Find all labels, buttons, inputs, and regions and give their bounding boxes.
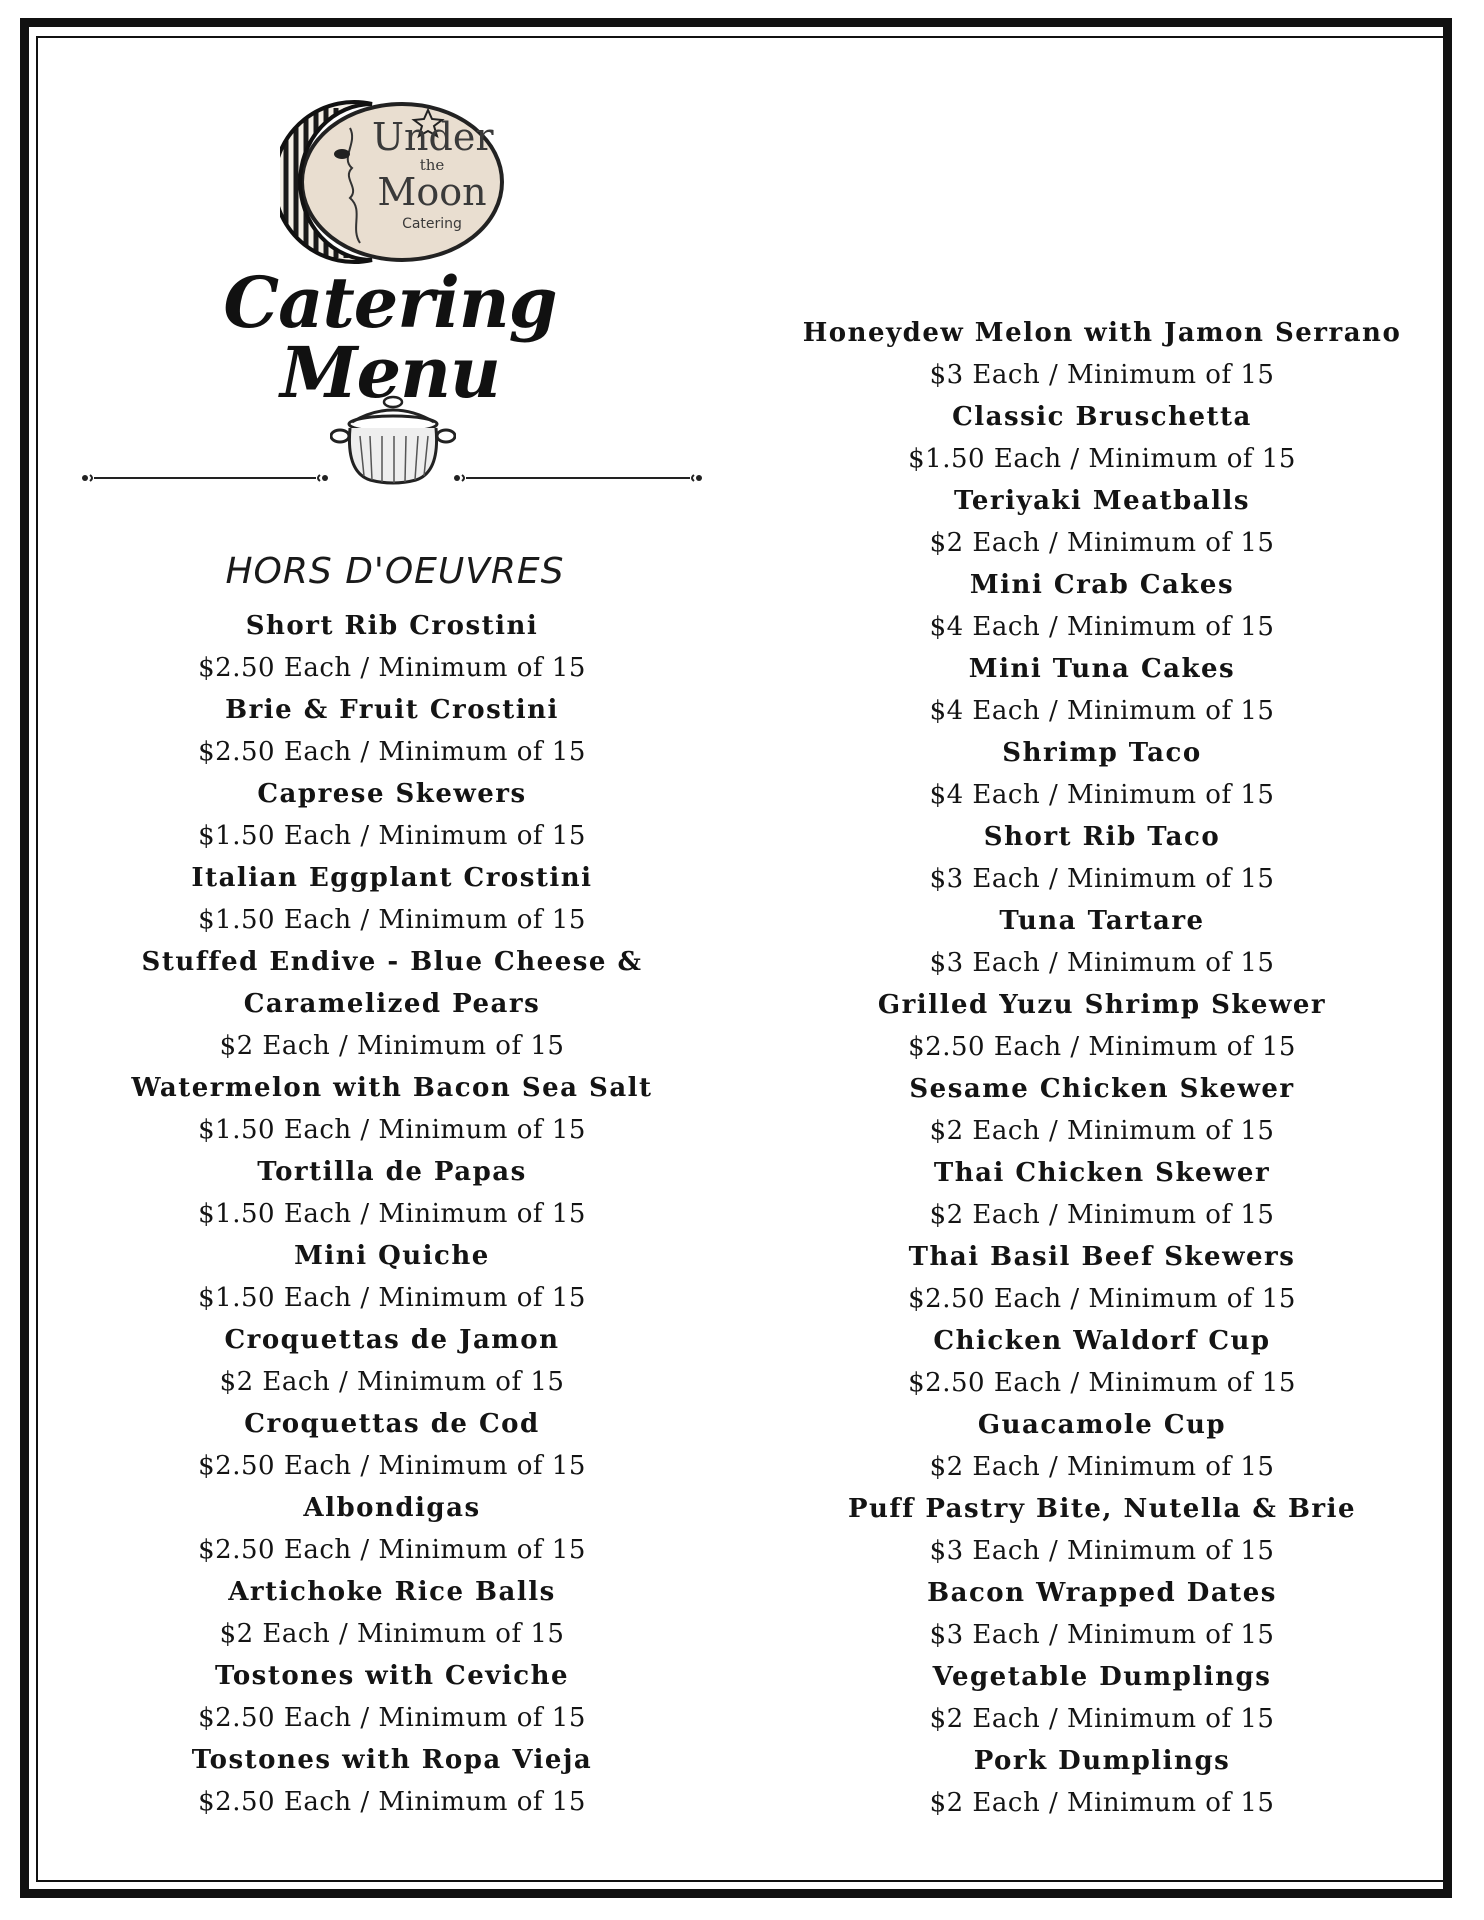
item-name: Mini Quiche <box>294 1241 490 1271</box>
item-name: Chicken Waldorf Cup <box>933 1326 1271 1356</box>
menu-column-right <box>772 312 1432 1824</box>
menu-item <box>772 984 1432 1068</box>
menu-item <box>62 689 722 773</box>
menu-item <box>772 1236 1432 1320</box>
menu-item <box>62 1571 722 1655</box>
item-price: $2.50 Each / Minimum of 15 <box>198 1451 586 1481</box>
menu-item <box>62 941 722 1067</box>
menu-item <box>772 1488 1432 1572</box>
item-price: $3 Each / Minimum of 15 <box>929 1536 1275 1566</box>
item-price: $2.50 Each / Minimum of 15 <box>198 1787 586 1817</box>
item-name: Croquettas de Jamon <box>224 1325 560 1355</box>
menu-item <box>772 1152 1432 1236</box>
menu-item <box>772 1572 1432 1656</box>
cooking-pot-icon <box>330 392 456 488</box>
menu-item <box>772 1656 1432 1740</box>
menu-item <box>772 1740 1432 1824</box>
logo-the: the <box>419 156 445 174</box>
item-price: $2 Each / Minimum of 15 <box>219 1367 565 1397</box>
item-price: $2 Each / Minimum of 15 <box>219 1619 565 1649</box>
item-price: $2 Each / Minimum of 15 <box>929 1788 1275 1818</box>
menu-item <box>62 773 722 857</box>
item-price: $2.50 Each / Minimum of 15 <box>198 1703 586 1733</box>
item-name: Vegetable Dumplings <box>932 1662 1272 1692</box>
item-price: $3 Each / Minimum of 15 <box>929 864 1275 894</box>
item-price: $2 Each / Minimum of 15 <box>929 1200 1275 1230</box>
menu-item <box>772 648 1432 732</box>
menu-item <box>772 1320 1432 1404</box>
item-price: $1.50 Each / Minimum of 15 <box>198 1283 586 1313</box>
item-name: Grilled Yuzu Shrimp Skewer <box>877 990 1327 1020</box>
item-name: Thai Chicken Skewer <box>933 1158 1271 1188</box>
item-price: $3 Each / Minimum of 15 <box>929 360 1275 390</box>
menu-item <box>62 1067 722 1151</box>
logo-catering: Catering <box>402 216 462 232</box>
item-name: Tortilla de Papas <box>257 1157 527 1187</box>
menu-item <box>62 1403 722 1487</box>
item-price: $4 Each / Minimum of 15 <box>929 696 1275 726</box>
item-name: Bacon Wrapped Dates <box>927 1578 1277 1608</box>
item-name: Thai Basil Beef Skewers <box>908 1242 1296 1272</box>
item-price: $2.50 Each / Minimum of 15 <box>908 1284 1296 1314</box>
item-name: Artichoke Rice Balls <box>228 1577 556 1607</box>
item-price: $2.50 Each / Minimum of 15 <box>908 1368 1296 1398</box>
menu-item <box>772 396 1432 480</box>
menu-item <box>62 605 722 689</box>
item-price: $2 Each / Minimum of 15 <box>929 1116 1275 1146</box>
item-name: Croquettas de Cod <box>244 1409 540 1439</box>
ornament-divider-right <box>452 471 704 485</box>
item-price: $1.50 Each / Minimum of 15 <box>198 1115 586 1145</box>
under-the-moon-logo <box>280 98 508 266</box>
menu-item <box>62 1655 722 1739</box>
logo-moon: Moon <box>377 170 487 214</box>
item-price: $2 Each / Minimum of 15 <box>219 1031 565 1061</box>
page-title: Catering Menu <box>223 261 557 414</box>
item-price: $2.50 Each / Minimum of 15 <box>198 737 586 767</box>
section-heading: HORS D'OEUVRES <box>225 551 565 592</box>
item-price: $1.50 Each / Minimum of 15 <box>198 821 586 851</box>
menu-column-left <box>62 605 722 1823</box>
item-name: Watermelon with Bacon Sea Salt <box>131 1073 653 1103</box>
item-name: Stuffed Endive - Blue Cheese & Caramelized Pears <box>141 947 643 1019</box>
menu-item <box>772 1068 1432 1152</box>
item-price: $2 Each / Minimum of 15 <box>929 1704 1275 1734</box>
item-name: Mini Tuna Cakes <box>968 654 1236 684</box>
item-name: Puff Pastry Bite, Nutella & Brie <box>847 1494 1357 1524</box>
item-name: Albondigas <box>303 1493 481 1523</box>
item-name: Short Rib Taco <box>983 822 1221 852</box>
item-name: Tuna Tartare <box>999 906 1205 936</box>
item-name: Tostones with Ropa Vieja <box>191 1745 593 1775</box>
item-price: $2.50 Each / Minimum of 15 <box>908 1032 1296 1062</box>
item-name: Tostones with Ceviche <box>214 1661 570 1691</box>
menu-item <box>772 1404 1432 1488</box>
menu-item <box>62 1487 722 1571</box>
logo-wordmark <box>372 115 494 232</box>
item-name: Guacamole Cup <box>977 1410 1227 1440</box>
menu-item <box>62 1151 722 1235</box>
item-name: Caprese Skewers <box>257 779 527 809</box>
menu-item <box>772 564 1432 648</box>
item-name: Italian Eggplant Crostini <box>191 863 593 893</box>
item-name: Short Rib Crostini <box>245 611 539 641</box>
item-price: $1.50 Each / Minimum of 15 <box>198 905 586 935</box>
item-name: Classic Bruschetta <box>952 402 1252 432</box>
item-price: $3 Each / Minimum of 15 <box>929 948 1275 978</box>
menu-item <box>62 1739 722 1823</box>
item-name: Sesame Chicken Skewer <box>909 1074 1295 1104</box>
item-price: $3 Each / Minimum of 15 <box>929 1620 1275 1650</box>
item-name: Shrimp Taco <box>1002 738 1202 768</box>
logo-under: Under <box>372 115 494 159</box>
menu-item <box>62 1235 722 1319</box>
item-price: $2 Each / Minimum of 15 <box>929 528 1275 558</box>
menu-item <box>772 732 1432 816</box>
item-name: Mini Crab Cakes <box>969 570 1235 600</box>
item-price: $2.50 Each / Minimum of 15 <box>198 1535 586 1565</box>
item-price: $2 Each / Minimum of 15 <box>929 1452 1275 1482</box>
menu-item <box>772 480 1432 564</box>
item-price: $2.50 Each / Minimum of 15 <box>198 653 586 683</box>
menu-item <box>772 312 1432 396</box>
item-name: Pork Dumplings <box>973 1746 1231 1776</box>
menu-item <box>772 816 1432 900</box>
ornament-divider-left <box>80 471 330 485</box>
item-name: Teriyaki Meatballs <box>954 486 1250 516</box>
item-price: $4 Each / Minimum of 15 <box>929 612 1275 642</box>
item-price: $1.50 Each / Minimum of 15 <box>908 444 1296 474</box>
item-name: Brie & Fruit Crostini <box>225 695 559 725</box>
item-name: Honeydew Melon with Jamon Serrano <box>802 318 1402 348</box>
item-price: $1.50 Each / Minimum of 15 <box>198 1199 586 1229</box>
item-price: $4 Each / Minimum of 15 <box>929 780 1275 810</box>
menu-item <box>772 900 1432 984</box>
menu-item <box>62 1319 722 1403</box>
menu-item <box>62 857 722 941</box>
